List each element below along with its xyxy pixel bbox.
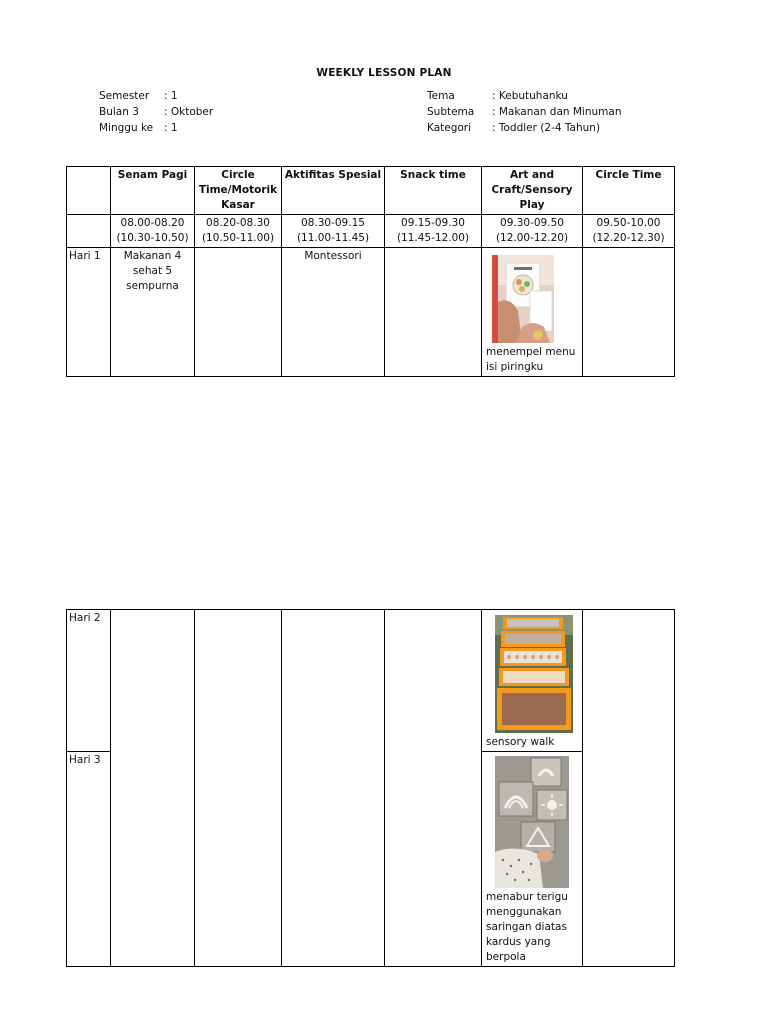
meta-row-tema [427, 88, 621, 104]
time-start: 08.30-09.15 [301, 217, 365, 229]
art-caption: menabur terigu menggunakan saringan diatas kardus yang berpola [486, 891, 568, 963]
time-cell [385, 215, 482, 248]
time-cell [195, 215, 282, 248]
meta-value: : Kebutuhanku [492, 90, 568, 102]
senam-pagi-cell [111, 610, 195, 967]
time-alt: (11.45-12.00) [396, 232, 470, 244]
senam-pagi-cell: Makanan 4 sehat 5 sempurna [111, 248, 195, 377]
time-start: 09.30-09.50 [500, 217, 564, 229]
time-start: 09.50-10.00 [596, 217, 661, 229]
header-aktifitas-spesial: Aktifitas Spesial [282, 167, 385, 215]
time-row [67, 215, 675, 248]
meta-row-kategori [427, 120, 621, 136]
time-start: 08.00-08.20 [120, 217, 185, 229]
meta-info-left [99, 88, 213, 136]
meta-value: : Oktober [164, 106, 214, 118]
circle-time-motorik-cell [195, 248, 282, 377]
time-cell [583, 215, 675, 248]
meta-value: : 1 [164, 122, 178, 134]
art-craft-cell [482, 752, 583, 967]
meta-value: : Makanan dan Minuman [492, 106, 622, 118]
meta-row-minggu [99, 120, 213, 136]
snack-time-cell [385, 248, 482, 377]
meta-key: Minggu ke [99, 122, 154, 134]
meta-key: Kategori [427, 122, 472, 134]
day-row-hari2 [67, 610, 675, 752]
day-row-hari1 [67, 248, 675, 377]
meta-key: Tema [427, 90, 455, 102]
meta-row-subtema [427, 104, 621, 120]
header-circle-time: Circle Time [583, 167, 675, 215]
time-alt: (12.20-12.30) [592, 232, 665, 244]
header-circle-time-motorik: Circle Time/Motorik Kasar [195, 167, 282, 215]
time-alt: (10.30-10.50) [116, 232, 189, 244]
circle-time-motorik-cell [195, 610, 282, 967]
art-craft-cell [482, 248, 583, 377]
header-row [67, 167, 675, 215]
time-start: 09.15-09.30 [401, 217, 465, 229]
meta-info-right [427, 88, 621, 136]
craft-photo-image [492, 255, 554, 343]
header-empty [67, 167, 111, 215]
meta-value: : Toddler (2-4 Tahun) [492, 122, 601, 134]
header-snack-time: Snack time [385, 167, 482, 215]
meta-row-bulan [99, 104, 213, 120]
time-cell [111, 215, 195, 248]
document-title: WEEKLY LESSON PLAN [316, 67, 452, 79]
meta-value: : 1 [164, 90, 178, 102]
circle-time-cell [583, 248, 675, 377]
art-caption: sensory walk [486, 736, 555, 748]
art-caption: menempel menu isi piringku [486, 346, 576, 373]
art-craft-cell [482, 610, 583, 752]
header-senam-pagi: Senam Pagi [111, 167, 195, 215]
day-label: Hari 3 [67, 752, 111, 967]
day-label: Hari 1 [67, 248, 111, 377]
time-empty [67, 215, 111, 248]
meta-key: Bulan 3 [99, 106, 139, 118]
time-alt: (11.00-11.45) [296, 232, 370, 244]
flour-sifting-photo-image [495, 756, 569, 888]
aktifitas-spesial-cell [282, 610, 385, 967]
time-alt: (12.00-12.20) [495, 232, 569, 244]
lesson-plan-table-page1 [66, 166, 675, 377]
header-art-craft: Art and Craft/Sensory Play [482, 167, 583, 215]
sensory-walk-photo-image [495, 615, 573, 733]
time-cell [482, 215, 583, 248]
time-alt: (10.50-11.00) [201, 232, 275, 244]
meta-row-semester [99, 88, 213, 104]
lesson-plan-table-page2 [66, 609, 675, 967]
meta-key: Subtema [427, 106, 475, 118]
snack-time-cell [385, 610, 482, 967]
meta-key: Semester [99, 90, 150, 102]
day-label: Hari 2 [67, 610, 111, 752]
time-start: 08.20-08.30 [206, 217, 270, 229]
aktifitas-spesial-cell: Montessori [282, 248, 385, 377]
time-cell [282, 215, 385, 248]
circle-time-cell [583, 610, 675, 967]
